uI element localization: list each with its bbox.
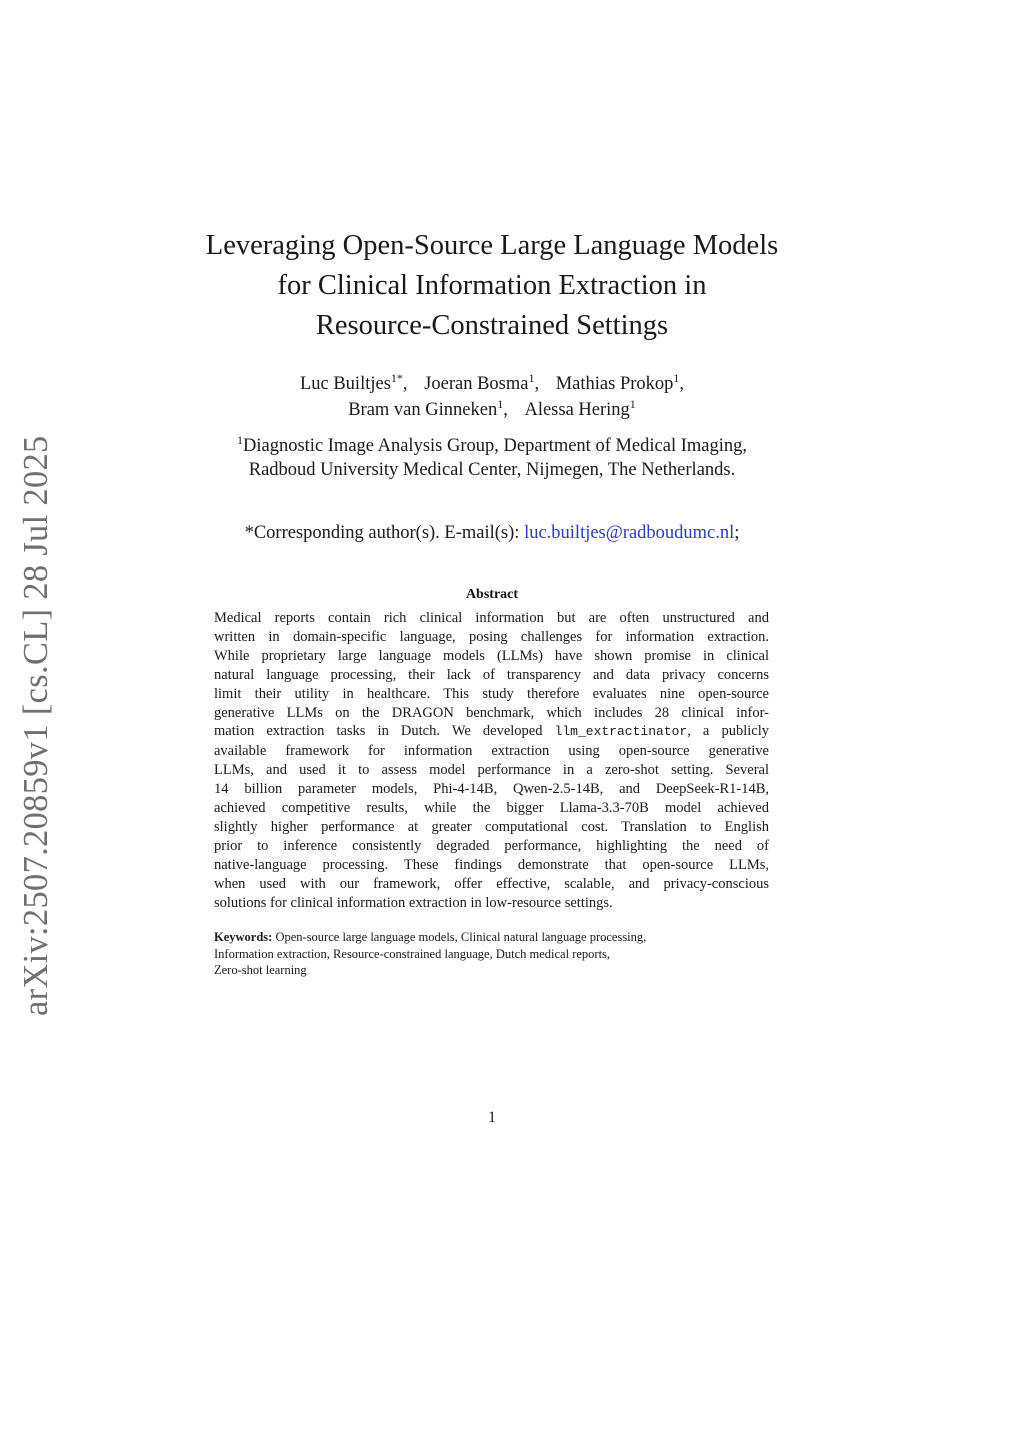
abstract-line: LLMs, and used it to assess model performance in a zero-shot setting. Several: [214, 762, 769, 779]
abstract-line: solutions for clinical information extraction in low-resource settings.: [214, 894, 613, 911]
arxiv-identifier-stamp[interactable]: arXiv:2507.20859v1 [cs.CL] 28 Jul 2025: [17, 435, 55, 1016]
author: Luc Builtjes$^{1*}$,: [299, 371, 408, 394]
abstract-line: 14 billion parameter models, Phi-4-14B, Qwen-2.5-14B, and DeepSeek-R1-14B,: [214, 781, 769, 798]
abstract-line: available framework for information extraction using open-source generative: [214, 743, 769, 760]
abstract-line: While proprietary large language models (LLMs) have shown promise in clinical: [214, 647, 769, 664]
keywords: [214, 929, 769, 979]
affiliation-line: $^1$Diagnostic Image Analysis Group, Department of Medical Imaging,: [237, 433, 747, 456]
author-affiliation-marker: 1: [673, 371, 680, 385]
abstract-line: prior to inference consistently degraded performance, highlighting the need of: [214, 837, 769, 854]
author-affiliation-marker: 1*: [390, 371, 403, 385]
keywords-line: Keywords: Open-source large language models, Clinical natural language processing,: [214, 930, 647, 944]
paper-title: [150, 226, 834, 346]
author: Bram van Ginneken$^1$,: [348, 397, 508, 420]
abstract-line: written in domain-specific language, posing challenges for information extraction.: [214, 628, 769, 645]
title-line: Resource-Constrained Settings: [315, 310, 669, 341]
abstract-line: slightly higher performance at greater computational cost. Translation to English: [214, 818, 769, 835]
author-row: [150, 397, 834, 423]
abstract-heading: Abstract: [465, 587, 519, 602]
author-affiliation-marker: 1: [528, 371, 535, 385]
title-line: for Clinical Information Extraction in: [277, 270, 707, 301]
title-line: Leveraging Open-Source Large Language Models: [205, 230, 779, 261]
abstract-body: [214, 609, 769, 913]
author: Joeran Bosma$^1$,: [424, 371, 540, 394]
keywords-line: Zero-shot learning: [214, 963, 307, 977]
author: Alessa Hering$^1$: [524, 397, 636, 420]
keywords-label: Keywords:: [214, 930, 273, 944]
author-affiliation-marker: 1: [497, 397, 504, 411]
abstract-line: generative LLMs on the DRAGON benchmark, which includes 28 clinical infor-: [214, 704, 769, 721]
affiliation-line: Radboud University Medical Center, Nijmegen, The Netherlands.: [248, 460, 736, 480]
author-affiliation-marker: 1: [629, 397, 636, 411]
corresponding-author: *Corresponding author(s). E-mail(s): luc.builtjes@radboudumc.nl;: [244, 523, 740, 543]
abstract-line: Medical reports contain rich clinical information but are often unstructured and: [214, 610, 769, 626]
page-number: 1: [488, 1109, 496, 1126]
author: Mathias Prokop$^1$,: [555, 371, 685, 394]
abstract-line: natural language processing, their lack of transparency and data privacy concerns: [214, 666, 769, 683]
abstract-line: native-language processing. These findings demonstrate that open-source LLMs,: [214, 856, 769, 873]
author-list: [150, 371, 834, 423]
abstract-line: when used with our framework, offer effective, scalable, and privacy-conscious: [214, 875, 769, 892]
code-name: llm_extractinator: [554, 724, 688, 740]
abstract-line: achieved competitive results, while the bigger Llama-3.3-70B model achieved: [214, 800, 769, 817]
abstract-line: limit their utility in healthcare. This study therefore evaluates nine open-source: [214, 685, 769, 702]
email-link[interactable]: luc.builtjes@radboudumc.nl: [524, 523, 735, 543]
keywords-line: Information extraction, Resource-constrained language, Dutch medical reports,: [214, 946, 611, 961]
affiliation: [150, 434, 834, 482]
abstract-line: mation extraction tasks in Dutch. We developed llm_extractinator, a publicly: [214, 723, 769, 740]
affiliation-marker: 1: [237, 433, 243, 447]
author-row: [150, 371, 834, 397]
